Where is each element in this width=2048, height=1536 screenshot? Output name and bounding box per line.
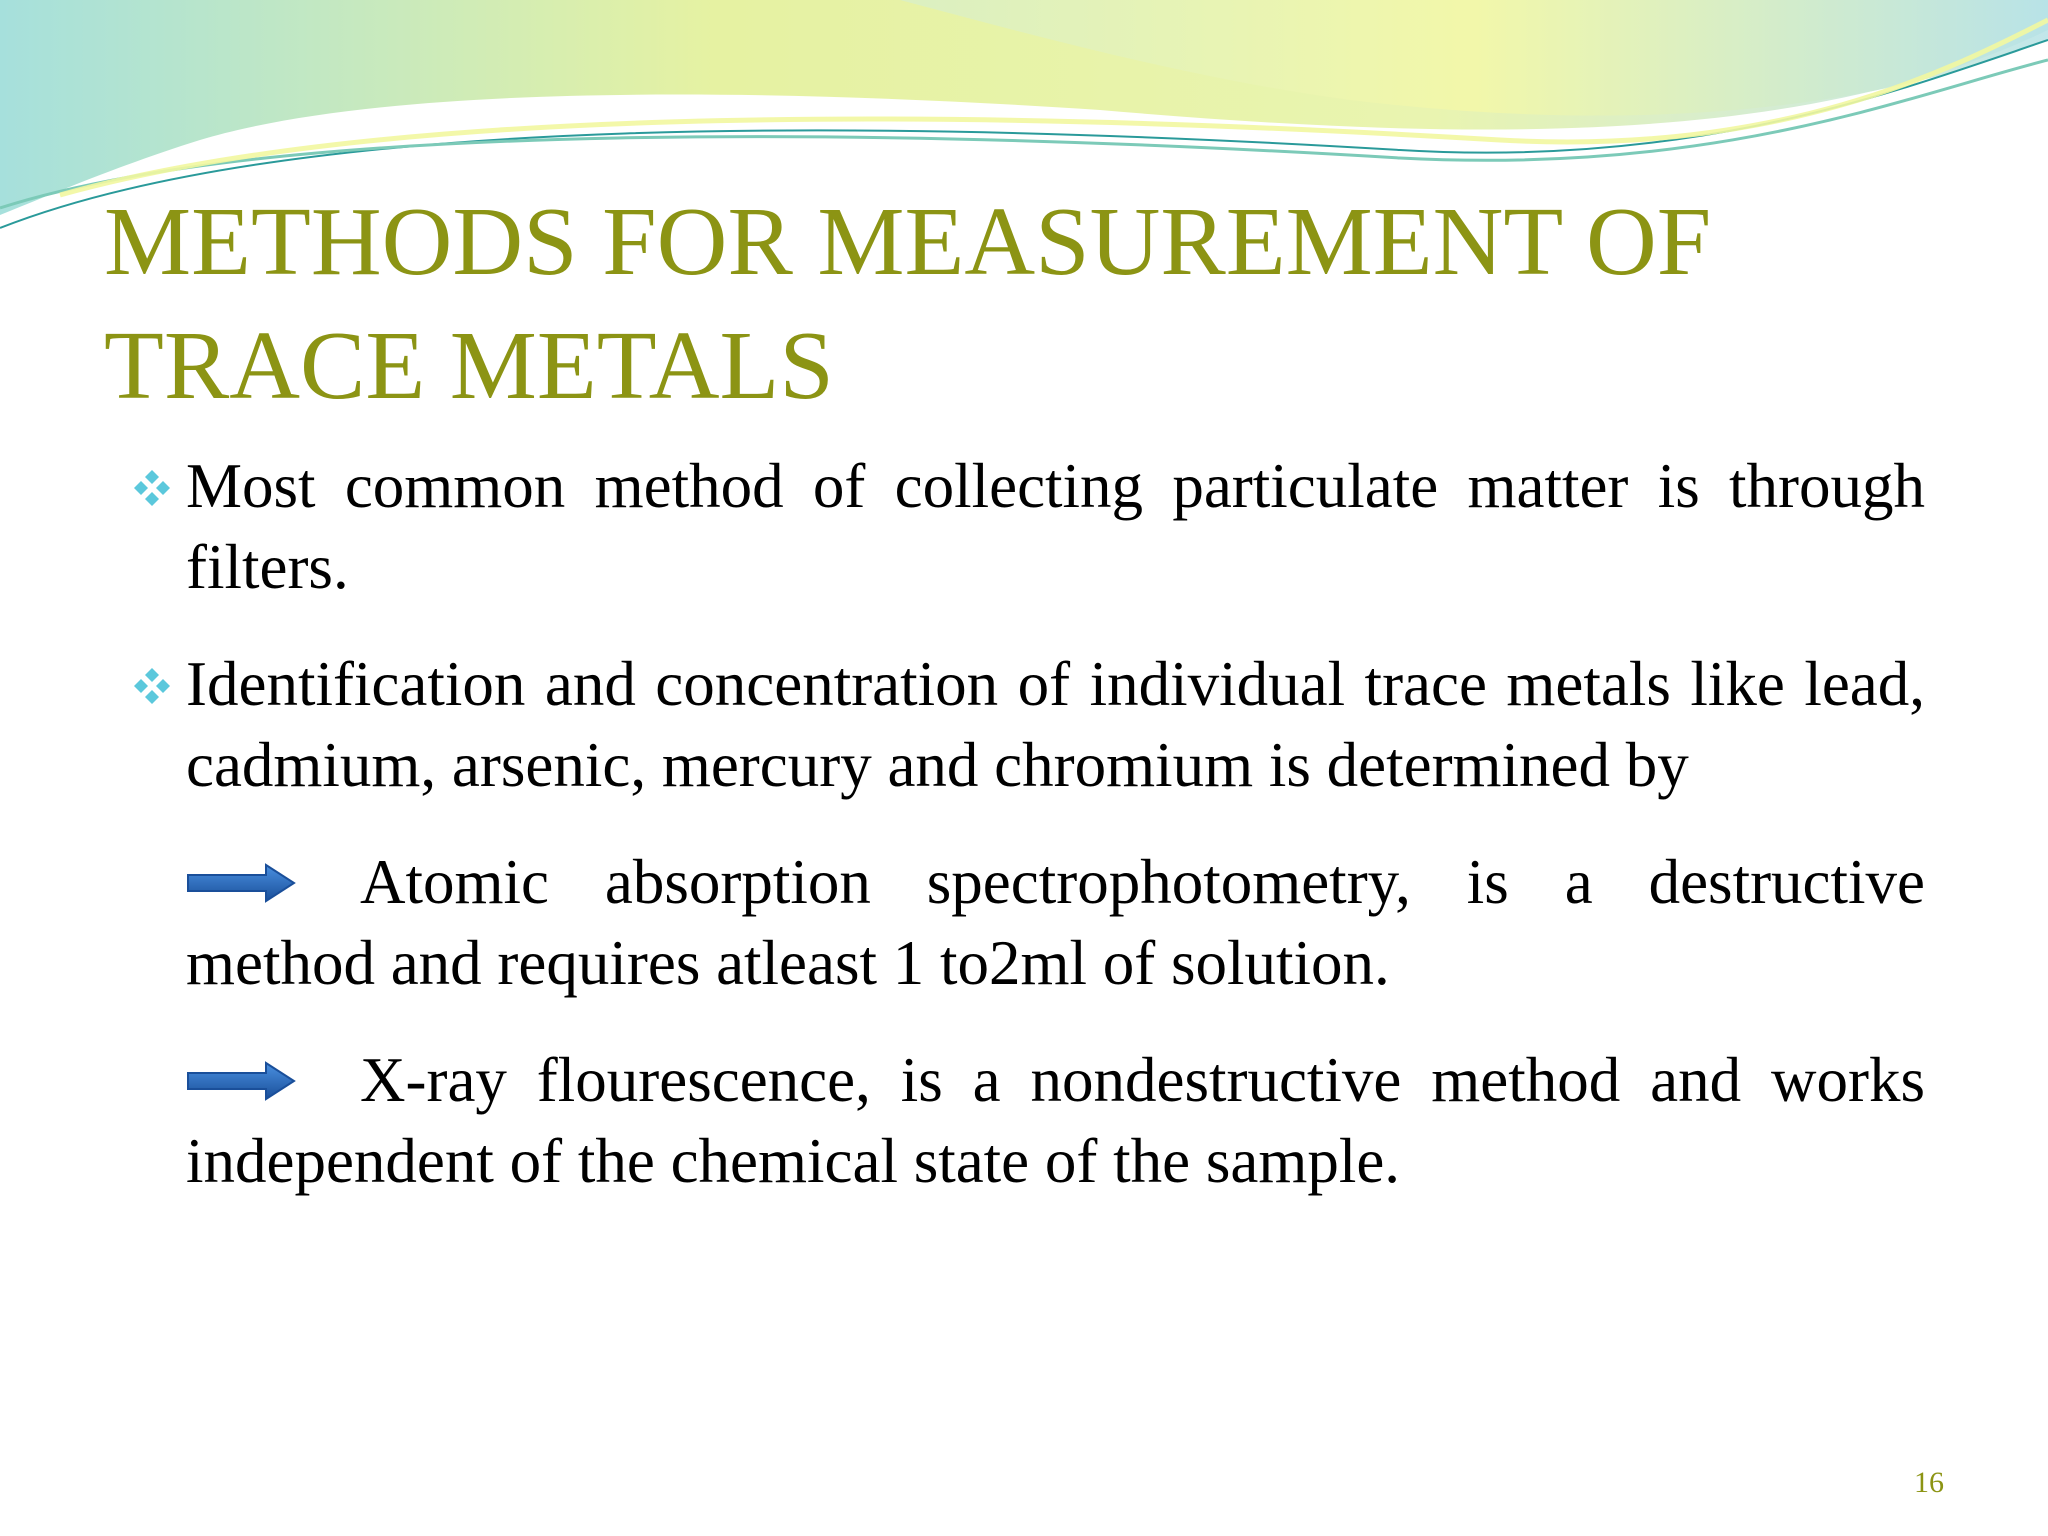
sub-point — [130, 842, 1925, 1004]
right-arrow-icon — [186, 863, 296, 903]
bullet-text: Identification and concentration of individual trace metals like lead, cadmium, arsenic, mercury and chromium is determined by — [186, 649, 1925, 800]
slide-title-line-2: TRACE METALS — [104, 312, 834, 420]
bullet-text: Most common method of collecting particulate matter is through filters. — [186, 451, 1925, 602]
sub-point-text: Atomic absorption spectrophotometry, is a destructive method and requires atleast 1 to2ml of solution. — [186, 847, 1925, 998]
slide-content — [130, 446, 1925, 1238]
bullet-item — [130, 446, 1925, 608]
four-diamond-bullet-icon — [130, 664, 174, 708]
slide-title — [104, 180, 1924, 428]
right-arrow-icon — [186, 1061, 296, 1101]
slide-title-line-1: METHODS FOR MEASUREMENT OF — [104, 188, 1712, 296]
sub-point-text: X-ray flourescence, is a nondestructive method and works independent of the chemical state of the sample. — [186, 1045, 1925, 1196]
sub-point — [130, 1040, 1925, 1202]
bullet-item — [130, 644, 1925, 806]
page-number: 16 — [1914, 1466, 1944, 1499]
four-diamond-bullet-icon — [130, 466, 174, 510]
